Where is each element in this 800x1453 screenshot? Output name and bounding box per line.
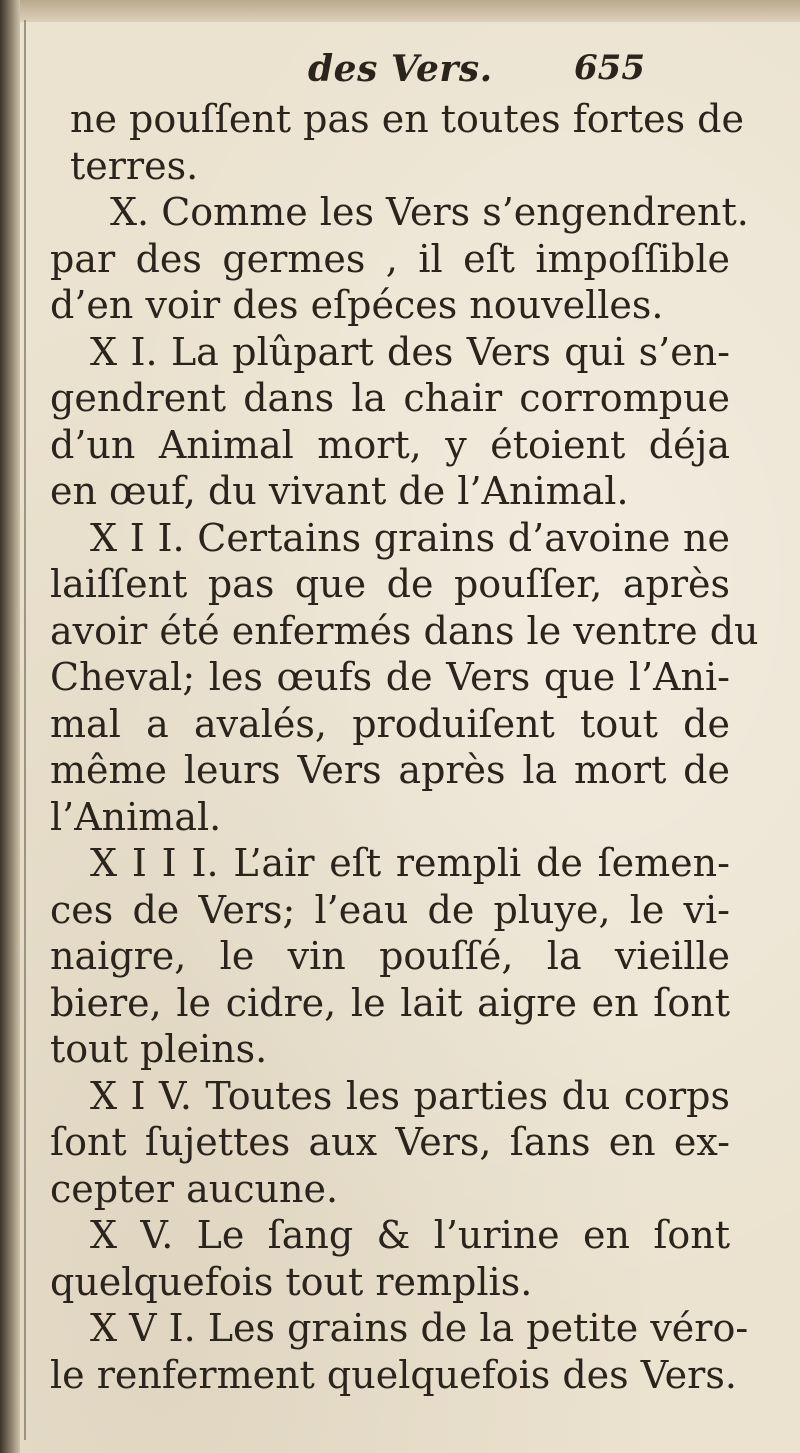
page-number: 655 xyxy=(574,48,645,88)
text-line: avoir été enfermés dans le ventre du xyxy=(50,608,759,653)
text-line: d’un Animal mort, y étoient déja xyxy=(50,422,730,467)
text-line: laiſſent pas que de pouſſer, après xyxy=(50,562,730,606)
text-line: ſont ſujettes aux Vers, ſans en ex- xyxy=(50,1120,730,1164)
text-line: ces de Vers; l’eau de pluye, le vi- xyxy=(50,887,730,932)
text-line: Cheval; les œufs de Vers que l’Ani- xyxy=(50,655,730,699)
text-line: X I I I. L’air eſt rempli de ſemen- xyxy=(90,841,730,885)
text-line: X. Comme les Vers s’engendrent. xyxy=(110,190,749,234)
book-gutter xyxy=(0,0,20,1453)
text-line: même leurs Vers après la mort de xyxy=(50,748,730,792)
text-line: X V. Le ſang & l’urine en ſont xyxy=(90,1213,730,1257)
body-text xyxy=(50,96,759,1398)
text-line: X I I. Certains grains d’avoine ne xyxy=(90,515,730,560)
text-line: naigre, le vin pouſſé, la vieille xyxy=(50,934,730,978)
text-line: par des germes , il eſt impoſſible xyxy=(50,236,730,281)
text-line: l’Animal. xyxy=(50,794,222,839)
text-line: quelquefois tout remplis. xyxy=(50,1259,533,1304)
text-line: en œuf, du vivant de l’Animal. xyxy=(50,469,629,513)
text-line: X I V. Toutes les parties du corps xyxy=(90,1073,730,1118)
running-title: des Vers. xyxy=(308,48,493,90)
text-line: d’en voir des eſpéces nouvelles. xyxy=(50,283,664,327)
text-line: terres. xyxy=(70,143,199,188)
page-header xyxy=(0,48,800,96)
text-line: le renferment quelquefois des Vers. xyxy=(50,1352,737,1397)
text-line: X V I. Les grains de la petite véro- xyxy=(90,1306,749,1350)
text-line: mal a avalés, produiſent tout de xyxy=(50,701,730,746)
text-line: tout pleins. xyxy=(50,1027,268,1071)
text-line: gendrent dans la chair corrompue xyxy=(50,376,730,420)
page-top-edge xyxy=(0,0,800,22)
text-line: cepter aucune. xyxy=(50,1166,339,1211)
text-line: ne pouſſent pas en toutes fortes de xyxy=(70,97,744,141)
text-line: X I. La plûpart des Vers qui s’en- xyxy=(90,329,730,374)
text-line: biere, le cidre, le lait aigre en ſont xyxy=(50,980,730,1025)
gutter-shadow-line xyxy=(24,20,26,1440)
